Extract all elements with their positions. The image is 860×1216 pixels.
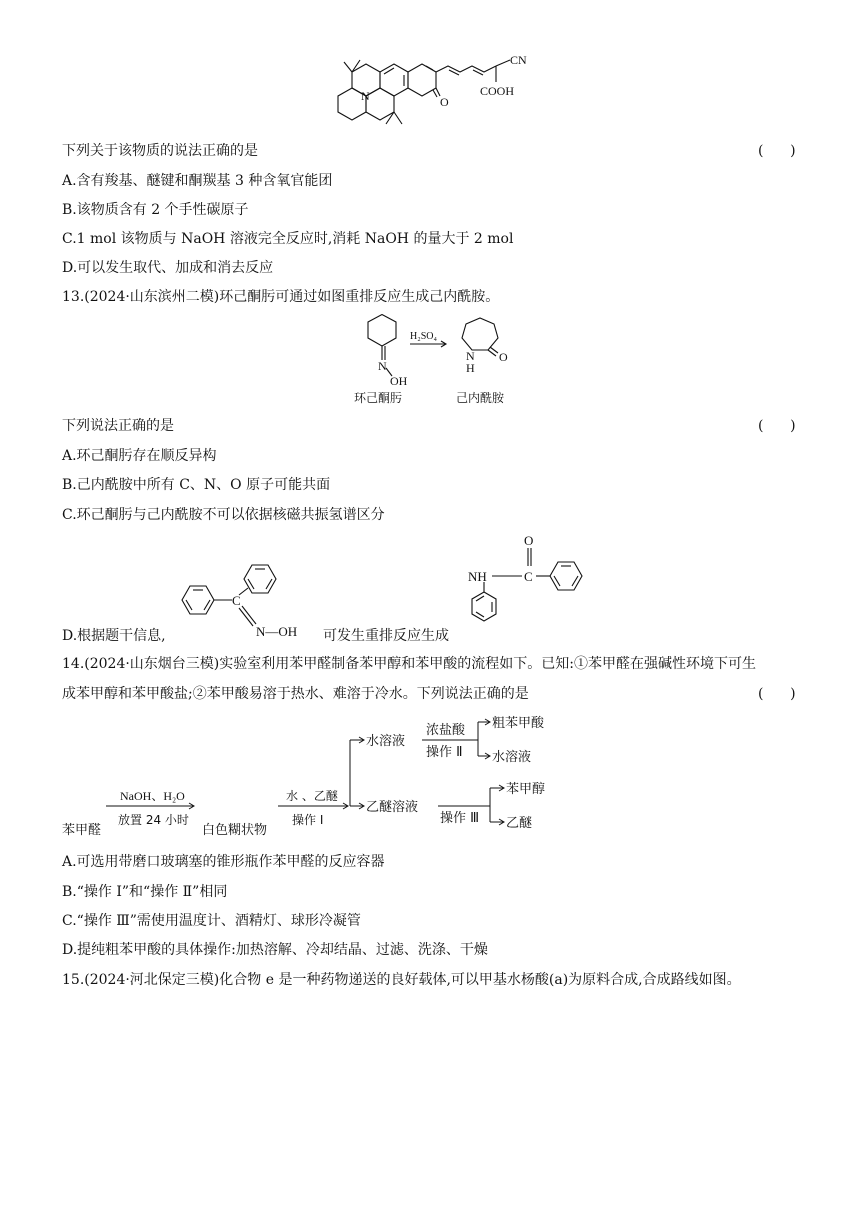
q12-option-a: A.含有羧基、醚键和酮羰基 3 种含氧官能团: [62, 173, 333, 189]
q14-option-c: C.“操作 Ⅲ”需使用温度计、酒精灯、球形冷凝管: [62, 913, 361, 929]
q15-title: 15.(2024·河北保定三模)化合物 e 是一种药物递送的良好载体,可以甲基水杨酸(a)为原料合成,合成路线如图。: [62, 972, 741, 988]
q12-option-c: C.1 mol 该物质与 NaOH 溶液完全反应时,消耗 NaOH 的量大于 2 mol: [62, 231, 514, 247]
q14-flow-reagent-top: NaOH、H₂O: [120, 789, 185, 803]
q14-flow-crude: 粗苯甲酸: [492, 716, 545, 731]
q13-d-oxime-structure: [176, 560, 318, 642]
q13-reactant-oh-label: OH: [390, 374, 408, 388]
q14-flow-op1-top: 水 、乙醚: [286, 789, 338, 803]
q14-flow-acid: 浓盐酸: [426, 723, 466, 738]
q14-flow-start: 苯甲醛: [62, 823, 102, 838]
q14-flow-ether2: 乙醚: [506, 816, 533, 831]
q13-reaction-scheme: [348, 314, 518, 406]
q14-flow-op1-bottom: 操作 Ⅰ: [292, 813, 324, 827]
q14-flow-aq: 水溶液: [366, 734, 406, 749]
q13-product-o-label: O: [499, 350, 508, 364]
q13-reactant-n-label: N: [378, 359, 387, 373]
q13-d-o-label: O: [524, 533, 534, 548]
q12-cn-label: CN: [510, 53, 527, 67]
q12-stem: 下列关于该物质的说法正确的是: [62, 143, 258, 159]
q14-answer-paren: ( ): [758, 686, 796, 702]
q13-reagent-label: H₂SO₄: [410, 331, 437, 342]
q13-option-c: C.环己酮肟与己内酰胺不可以依据核磁共振氢谱区分: [62, 507, 385, 523]
q14-flow-reagent-bottom: 放置 24 小时: [118, 813, 189, 827]
q13-title: 13.(2024·山东滨州二模)环己酮肟可通过如图重排反应生成己内酰胺。: [62, 289, 500, 305]
q13-answer-paren: ( ): [758, 418, 796, 434]
q14-flow-op2: 操作 Ⅱ: [426, 745, 463, 760]
q13-d-c2-label: C: [524, 569, 533, 584]
q14-option-d: D.提纯粗苯甲酸的具体操作:加热溶解、冷却结晶、过滤、洗涤、干燥: [62, 942, 488, 958]
q12-n-label: N: [361, 89, 370, 103]
q13-option-b: B.己内酰胺中所有 C、N、O 原子可能共面: [62, 477, 331, 493]
q12-structure: [330, 50, 540, 135]
q13-reactant-name: 环己酮肟: [354, 391, 403, 405]
q12-answer-paren: ( ): [758, 143, 796, 159]
q13-d-nh-label: NH: [468, 569, 487, 584]
q13-product-n-label: N: [466, 349, 475, 363]
q14-flow-ether: 乙醚溶液: [366, 800, 419, 815]
q13-d-noh-label: N—OH: [256, 624, 298, 639]
q14-line1: 14.(2024·山东烟台三模)实验室利用苯甲醛制备苯甲醇和苯甲酸的流程如下。已知:①苯甲醛在强碱性环境下可生: [62, 656, 756, 672]
q13-d-c-label: C: [232, 593, 241, 608]
q13-option-d-prefix: D.根据题干信息,: [62, 628, 166, 644]
q12-option-d: D.可以发生取代、加成和消去反应: [62, 260, 274, 276]
q13-stem: 下列说法正确的是: [62, 418, 174, 434]
q14-flow-op3: 操作 Ⅲ: [440, 811, 480, 826]
q13-product-h-label: H: [466, 361, 475, 375]
q12-option-b: B.该物质含有 2 个手性碳原子: [62, 202, 249, 218]
q13-option-a: A.环己酮肟存在顺反异构: [62, 448, 217, 464]
q14-option-b: B.“操作 Ⅰ”和“操作 Ⅱ”相同: [62, 884, 228, 900]
q14-flow-diagram: [58, 708, 578, 840]
q14-flow-alcohol: 苯甲醇: [506, 782, 546, 797]
q12-o-label: O: [440, 95, 449, 109]
q13-product-name: 己内酰胺: [456, 391, 505, 405]
q14-flow-mid: 白色糊状物: [202, 823, 268, 838]
q14-option-a: A.可选用带磨口玻璃塞的锥形瓶作苯甲醛的反应容器: [62, 854, 385, 870]
q13-d-amide-structure: [462, 532, 592, 632]
q14-flow-aq2: 水溶液: [492, 750, 532, 765]
q14-line2: 成苯甲醇和苯甲酸盐;②苯甲酸易溶于热水、难溶于冷水。下列说法正确的是: [62, 686, 529, 702]
q13-option-d-mid: 可发生重排反应生成: [323, 628, 449, 644]
q12-cooh-label: COOH: [480, 84, 515, 98]
